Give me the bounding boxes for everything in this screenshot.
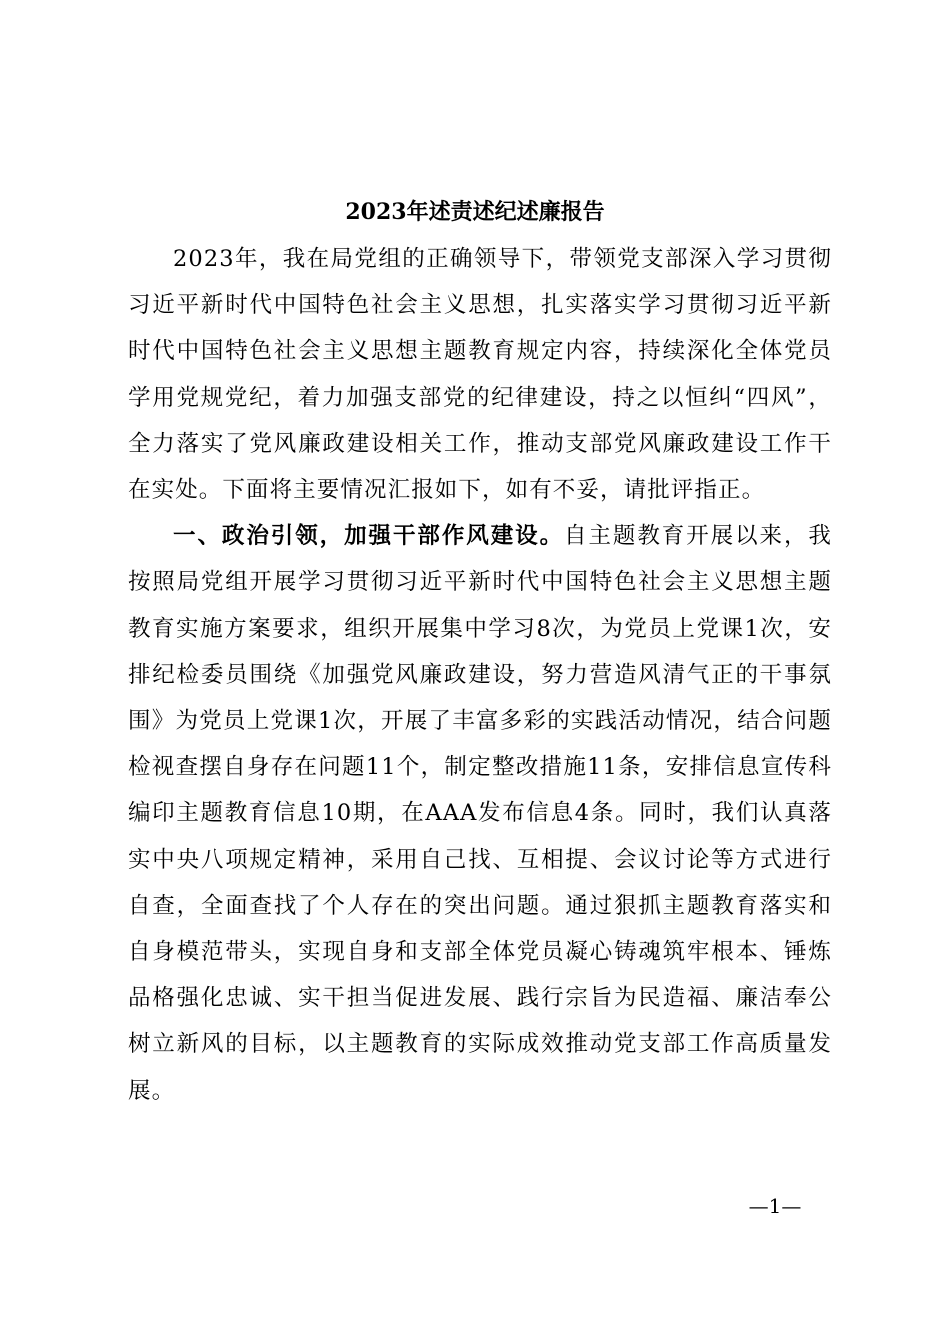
document-body [128,236,832,1114]
section-1-body: 自主题教育开展以来，我按照局党组开展学习贯彻习近平新时代中国特色社会主义思想主题教育实施方案要求，组织开展集中学习8次，为党员上党课1次，安排纪检委员围绕《加强党风廉政建设，努力营造风清气正的干事氛围》为党员上党课1次，开展了丰富多彩的实践活动情况，结合问题检视查摆自身存在问题11个，制定整改措施11条，安排信息宣传科编印主题教育信息10期，在AAA发布信息4条。同时，我们认真落实中央八项规定精神，采用自己找、互相提、会议讨论等方式进行自查，全面查找了个人存在的突出问题。通过狠抓主题教育落实和自身模范带头，实现自身和支部全体党员凝心铸魂筑牢根本、锤炼品格强化忠诚、实干担当促进发展、践行宗旨为民造福、廉洁奉公树立新风的目标，以主题教育的实际成效推动党支部工作高质量发展。 [128,523,832,1104]
document-title: 2023年述责述纪述廉报告 [345,199,605,225]
page-number: —1— [748,1194,802,1218]
section-1-paragraph [128,513,832,1114]
section-1-heading: 一、政治引领，加强干部作风建设。 [173,523,565,550]
intro-paragraph: 2023年，我在局党组的正确领导下，带领党支部深入学习贯彻习近平新时代中国特色社会主义思想，扎实落实学习贯彻习近平新时代中国特色社会主义思想主题教育规定内容，持续深化全体党员学用党规党纪，着力加强支部党的纪律建设，持之以恒纠“四风”，全力落实了党风廉政建设相关工作，推动支部党风廉政建设工作干在实处。下面将主要情况汇报如下，如有不妥，请批评指正。 [128,246,832,504]
